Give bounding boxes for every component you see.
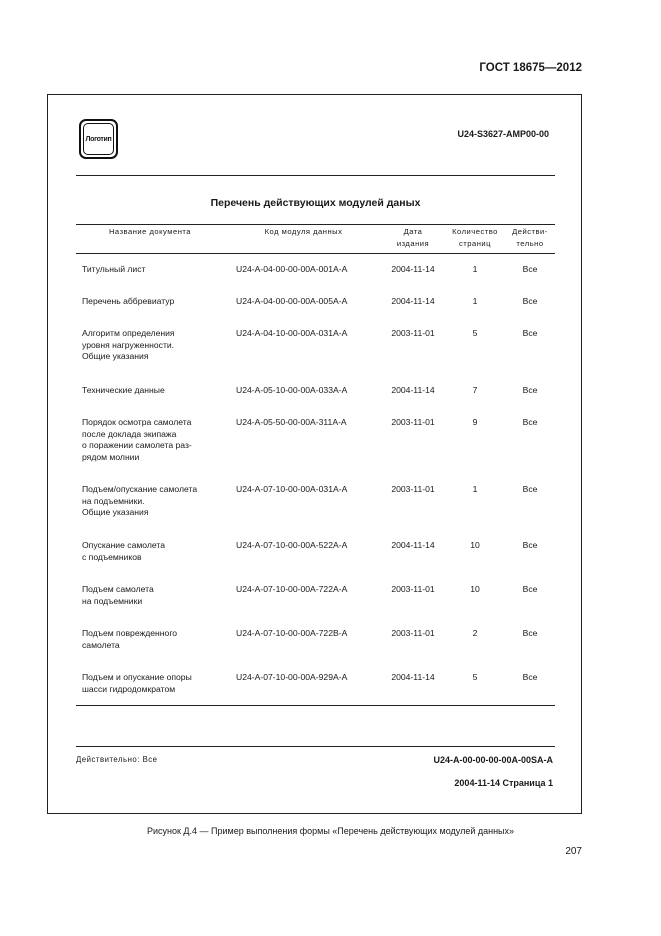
row-code: U24-A-07-10-00-00A-522A-A (236, 540, 348, 550)
row-qty: 10 (470, 584, 480, 594)
row-name (82, 672, 202, 695)
divider (76, 705, 555, 706)
divider (76, 224, 555, 225)
logo-text: Логотип (83, 123, 114, 155)
row-code: U24-A-07-10-00-00A-031A-A (236, 484, 348, 494)
row-name-line: самолета (82, 639, 120, 650)
standard-code: ГОСТ 18675—2012 (479, 62, 582, 74)
row-name-line: уровня нагруженности. (82, 339, 175, 350)
column-header-date-line: Дата (403, 227, 423, 236)
row-code: U24-A-04-10-00-00A-031A-A (236, 328, 348, 338)
row-name-line: Общие указания (82, 507, 149, 517)
divider (76, 746, 555, 747)
column-header-eff (504, 226, 556, 250)
column-header-name: Название документа (108, 227, 192, 236)
row-name-line: после доклада экипажа (82, 428, 177, 439)
row-date: 2003-11-01 (391, 628, 435, 638)
column-header-qty-line: страниц (458, 239, 491, 248)
row-name (82, 484, 202, 519)
row-name-line: Подъем и опускание опоры (82, 672, 192, 682)
row-code: U24-A-04-00-00-00A-005A-A (236, 296, 348, 306)
column-header-qty (445, 226, 505, 250)
row-eff: Все (522, 672, 538, 682)
row-date: 2003-11-01 (391, 417, 435, 427)
row-qty: 1 (472, 296, 478, 306)
row-eff: Все (522, 628, 538, 638)
footer-date-page: 2004-11-14 Страница 1 (454, 778, 553, 788)
row-eff: Все (522, 584, 538, 594)
row-name-line: Подъем/опускание самолета (82, 484, 198, 494)
row-eff: Все (522, 540, 538, 550)
row-qty: 7 (472, 385, 478, 395)
row-eff: Все (522, 296, 538, 306)
logo-icon (79, 119, 118, 159)
row-qty: 1 (472, 264, 478, 274)
row-code: U24-A-07-10-00-00A-722A-A (236, 584, 348, 594)
row-code: U24-A-07-10-00-00A-722B-A (236, 628, 348, 638)
footer-effectivity: Действительно: Все (76, 755, 158, 764)
row-date: 2004-11-14 (391, 672, 435, 682)
divider (76, 253, 555, 254)
row-date: 2003-11-01 (391, 484, 435, 494)
column-header-date-line: издания (396, 239, 430, 248)
column-header-eff-line: Действи- (512, 227, 548, 236)
row-name (82, 264, 202, 276)
row-name (82, 385, 202, 397)
footer-document-code: U24-A-00-00-00-00A-00SA-A (433, 755, 553, 765)
row-date: 2004-11-14 (391, 540, 435, 550)
row-qty: 5 (472, 328, 478, 338)
row-qty: 9 (472, 417, 478, 427)
row-qty: 5 (472, 672, 478, 682)
row-name-line: на подъемники (82, 595, 143, 606)
row-name-line: Алгоритм определения (82, 328, 175, 338)
row-name (82, 417, 202, 463)
row-date: 2004-11-14 (391, 296, 435, 306)
form-title: Перечень действующих модулей даных (210, 197, 421, 209)
figure-caption: Рисунок Д.4 — Пример выполнения формы «Перечень действующих модулей данных» (146, 826, 515, 836)
row-name-line: Перечень аббревиатур (82, 296, 175, 306)
row-name-line: Технические данные (82, 385, 165, 395)
row-name-line: Подъем поврежденного (82, 628, 178, 638)
row-name-line: Опускание самолета (82, 540, 165, 550)
divider (76, 175, 555, 176)
form-frame (47, 94, 582, 814)
row-code: U24-A-04-00-00-00A-001A-A (236, 264, 348, 274)
row-name-line: с подъемников (82, 551, 142, 562)
row-eff: Все (522, 484, 538, 494)
row-name (82, 296, 202, 308)
column-header-eff-line: тельно (516, 239, 544, 248)
column-header-qty-line: Количество (452, 227, 498, 236)
row-date: 2004-11-14 (391, 385, 435, 395)
row-name-line: шасси гидродомкратом (82, 683, 176, 694)
column-header-date (384, 226, 442, 250)
row-name-line: Титульный лист (82, 264, 146, 274)
row-name (82, 540, 202, 563)
row-name-line: Подъем самолета (82, 584, 154, 594)
row-eff: Все (522, 328, 538, 338)
row-name (82, 628, 202, 651)
row-name-line: Общие указания (82, 351, 149, 361)
row-eff: Все (522, 417, 538, 427)
row-date: 2004-11-14 (391, 264, 435, 274)
row-qty: 1 (472, 484, 478, 494)
row-qty: 2 (472, 628, 478, 638)
document-code: U24-S3627-AMP00-00 (457, 129, 549, 139)
row-code: U24-A-05-10-00-00A-033A-A (236, 385, 348, 395)
row-code: U24-A-05-50-00-00A-311A-A (236, 417, 347, 427)
row-eff: Все (522, 385, 538, 395)
row-eff: Все (522, 264, 538, 274)
row-name-line: о поражении самолета раз- (82, 440, 192, 450)
row-name-line: на подъемники. (82, 495, 145, 506)
column-header-code: Код модуля данных (264, 227, 343, 236)
row-date: 2003-11-01 (391, 328, 435, 338)
row-code: U24-A-07-10-00-00A-929A-A (236, 672, 348, 682)
row-name-line: Порядок осмотра самолета (82, 417, 192, 427)
row-name (82, 584, 202, 607)
page-number: 207 (565, 846, 582, 857)
row-name (82, 328, 202, 363)
row-qty: 10 (470, 540, 480, 550)
row-date: 2003-11-01 (391, 584, 435, 594)
row-name-line: рядом молнии (82, 451, 140, 462)
